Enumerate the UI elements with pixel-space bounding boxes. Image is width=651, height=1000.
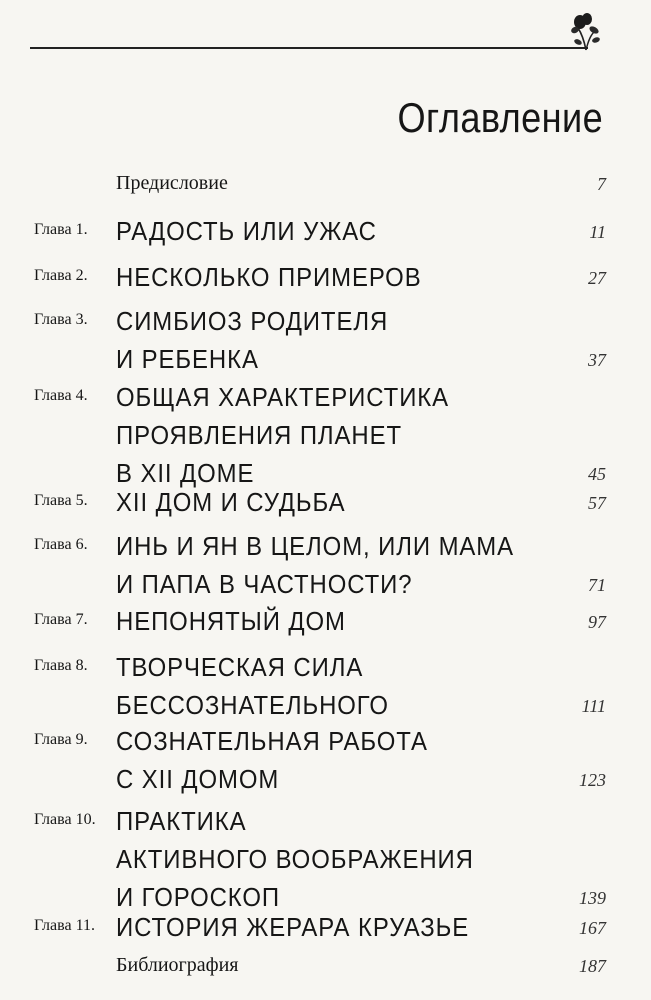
chapter-title-line: И РЕБЕНКА (116, 344, 259, 374)
chapter-title-line: В XII ДОМЕ (116, 458, 255, 488)
chapter-title-line: РАДОСТЬ ИЛИ УЖАС (116, 216, 377, 246)
chapter-title-line: ПРОЯВЛЕНИЯ ПЛАНЕТ (116, 420, 403, 450)
chapter-title (116, 212, 377, 250)
chapter-title (116, 802, 474, 916)
page-number: 57 (588, 493, 606, 513)
chapter-number: Глава 6. (34, 536, 88, 553)
page-number: 45 (588, 464, 606, 484)
chapter-title (116, 648, 389, 724)
chapter-title-line: ПРАКТИКА (116, 806, 247, 836)
chapter-number: Глава 7. (34, 611, 88, 628)
page-number: 139 (579, 888, 606, 908)
chapter-title-line: СИМБИОЗ РОДИТЕЛЯ (116, 306, 389, 336)
chapter-title (116, 602, 346, 640)
page-number: 97 (588, 612, 606, 632)
chapter-title-line: ИСТОРИЯ ЖЕРАРА КРУАЗЬЕ (116, 912, 470, 942)
page-number: 37 (588, 350, 606, 370)
chapter-title (116, 378, 449, 492)
chapter-title-line: ОБЩАЯ ХАРАКТЕРИСТИКА (116, 382, 450, 412)
page-number: 111 (581, 696, 606, 716)
chapter-number: Глава 2. (34, 267, 88, 284)
chapter-number: Глава 1. (34, 221, 88, 238)
chapter-title (116, 722, 428, 798)
chapter-title-line: И ПАПА В ЧАСТНОСТИ? (116, 569, 413, 599)
page-number: 27 (588, 268, 606, 288)
section-title: Библиография (116, 954, 239, 976)
page-title: Оглавление (397, 94, 603, 142)
chapter-number: Глава 4. (34, 387, 88, 404)
chapter-title-line: СОЗНАТЕЛЬНАЯ РАБОТА (116, 726, 428, 756)
chapter-number: Глава 11. (34, 917, 95, 934)
section-title: Предисловие (116, 172, 228, 194)
chapter-title-line: НЕСКОЛЬКО ПРИМЕРОВ (116, 262, 422, 292)
chapter-number: Глава 3. (34, 311, 88, 328)
chapter-title-line: И ГОРОСКОП (116, 882, 281, 912)
page-number: 7 (597, 174, 606, 194)
page-number: 187 (579, 956, 606, 976)
chapter-title (116, 527, 514, 603)
chapter-title (116, 908, 469, 946)
chapter-title-line: АКТИВНОГО ВООБРАЖЕНИЯ (116, 844, 474, 874)
chapter-number: Глава 9. (34, 731, 88, 748)
page-number: 167 (579, 918, 606, 938)
page-number: 123 (579, 770, 606, 790)
chapter-number: Глава 10. (34, 811, 96, 828)
chapter-title (116, 258, 422, 296)
chapter-title-line: ИНЬ И ЯН В ЦЕЛОМ, ИЛИ МАМА (116, 531, 515, 561)
chapter-title-line: ТВОРЧЕСКАЯ СИЛА (116, 652, 364, 682)
chapter-number: Глава 8. (34, 657, 88, 674)
chapter-title-line: НЕПОНЯТЫЙ ДОМ (116, 606, 346, 636)
page-number: 11 (589, 222, 606, 242)
chapter-title (116, 302, 388, 378)
chapter-title-line: БЕССОЗНАТЕЛЬНОГО (116, 690, 389, 720)
chapter-number: Глава 5. (34, 492, 88, 509)
header-rule (30, 47, 588, 49)
chapter-title-line: XII ДОМ И СУДЬБА (116, 487, 346, 517)
floral-ornament-icon (566, 10, 606, 54)
chapter-title (116, 483, 345, 521)
chapter-title-line: С XII ДОМОМ (116, 764, 280, 794)
page-number: 71 (588, 575, 606, 595)
